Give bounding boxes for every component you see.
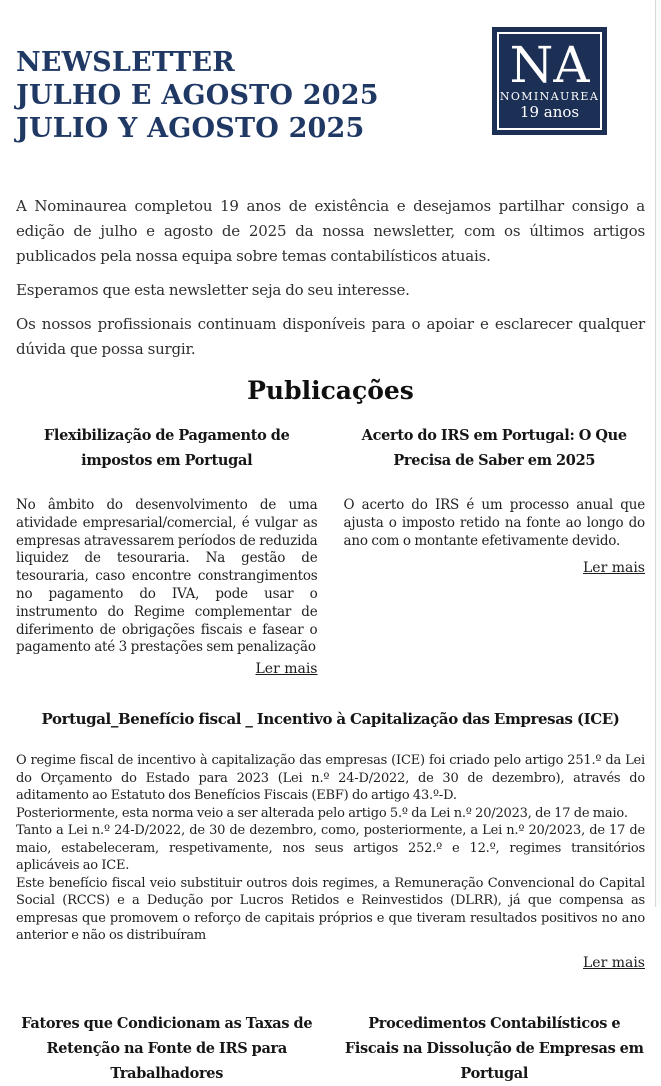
logo-monogram: NA xyxy=(509,35,590,94)
logo-anniversary: 19 anos xyxy=(519,102,580,121)
intro-paragraph-3: Os nossos profissionais continuam disponíveis para o apoiar e esclarecer qualquer dúvida que possa surgir. xyxy=(16,315,645,358)
article-body: O acerto do IRS é um processo anual que ajusta o imposto retido na fonte ao longo do ano com o montante efetivamente devido. xyxy=(343,497,645,549)
title-line-1: NEWSLETTER xyxy=(16,47,235,78)
article-paragraph-2: Posteriormente, esta norma veio a ser alterada pelo artigo 5.º da Lei n.º 20/2023, de 17 de maio. xyxy=(16,805,628,821)
article-title: Acerto do IRS em Portugal: O Que Precisa de Saber em 2025 xyxy=(361,427,627,469)
article-body: No âmbito do desenvolvimento de uma atividade empresarial/comercial, é vulgar as empresas atravessarem períodos de reduzida liquidez de tesouraria. Na gestão de tesouraria, caso encontre constrangimentos no pagamento do IVA, pode usar o instrumento do Regime complementar de diferimento de obrigações fiscais e fasear o pagamento até 3 prestações sem penalização xyxy=(16,497,318,656)
article-ice-feature xyxy=(0,707,661,971)
read-more-link-flexibilizacao[interactable]: Ler mais xyxy=(255,661,318,678)
logo-company-name: NOMINAUREA xyxy=(499,89,600,103)
nominaurea-logo-frame xyxy=(497,32,602,130)
page-right-edge xyxy=(655,0,661,907)
article-paragraph-1: O regime fiscal de incentivo à capitalização das empresas (ICE) foi criado pelo artigo 251.º da Lei do Orçamento do Estado para 2023 (Lei n.º 24-D/2022, de 30 de dezembro), através do aditamento ao Estatuto dos Benefícios Fiscais (EBF) do artigo 43.º-D. xyxy=(16,753,645,804)
article-title: Fatores que Condicionam as Taxas de Retenção na Fonte de IRS para Trabalhadores xyxy=(21,1014,313,1082)
read-more-link-ice[interactable]: Ler mais xyxy=(582,954,645,971)
article-fatores-irs xyxy=(16,1011,318,1086)
articles-row-bottom xyxy=(0,1011,661,1086)
article-body xyxy=(16,752,645,945)
article-title: Portugal_Benefício fiscal _ Incentivo à Capitalização das Empresas (ICE) xyxy=(41,710,620,729)
newsletter-header xyxy=(0,0,661,158)
intro-paragraph-2: Esperamos que esta newsletter seja do seu interesse. xyxy=(16,281,410,299)
article-title: Procedimentos Contabilísticos e Fiscais na Dissolução de Empresas em Portugal xyxy=(344,1014,644,1082)
read-more-link-acerto-irs[interactable]: Ler mais xyxy=(582,560,645,577)
article-title: Flexibilização de Pagamento de impostos em Portugal xyxy=(43,427,290,469)
publications-heading: Publicações xyxy=(247,376,414,405)
article-dissolucao xyxy=(344,1011,646,1086)
article-paragraph-3: Tanto a Lei n.º 24-D/2022, de 30 de dezembro, como, posteriormente, a Lei n.º 20/2023, de 17 de maio, estabeleceram, respetivamente, nos seus artigos 252.º e 12.º, regimes transitórios aplicáveis ao ICE. xyxy=(16,823,645,874)
article-flexibilizacao xyxy=(16,423,318,677)
intro-paragraph-1: A Nominaurea completou 19 anos de existência e desejamos partilhar consigo a edição de julho e agosto de 2025 da nossa newsletter, com os últimos artigos publicados pela nossa equipa sobre temas contabilísticos atuais. xyxy=(16,197,645,265)
title-line-3: JULIO Y AGOSTO 2025 xyxy=(16,113,365,144)
articles-row-top xyxy=(0,423,661,677)
intro-section xyxy=(0,194,661,362)
title-line-2: JULHO E AGOSTO 2025 xyxy=(16,80,379,111)
article-paragraph-4: Este benefício fiscal veio substituir outros dois regimes, a Remuneração Convencional do Capital Social (RCCS) e a Dedução por Lucros Retidos e Reinvestidos (DLRR), já que compensa as empresas que promovem o reforço de capitais próprios e que tiveram resultados positivos no ano anterior e não os distribuíram xyxy=(16,875,645,944)
nominaurea-logo xyxy=(492,27,607,135)
article-acerto-irs xyxy=(344,423,646,677)
